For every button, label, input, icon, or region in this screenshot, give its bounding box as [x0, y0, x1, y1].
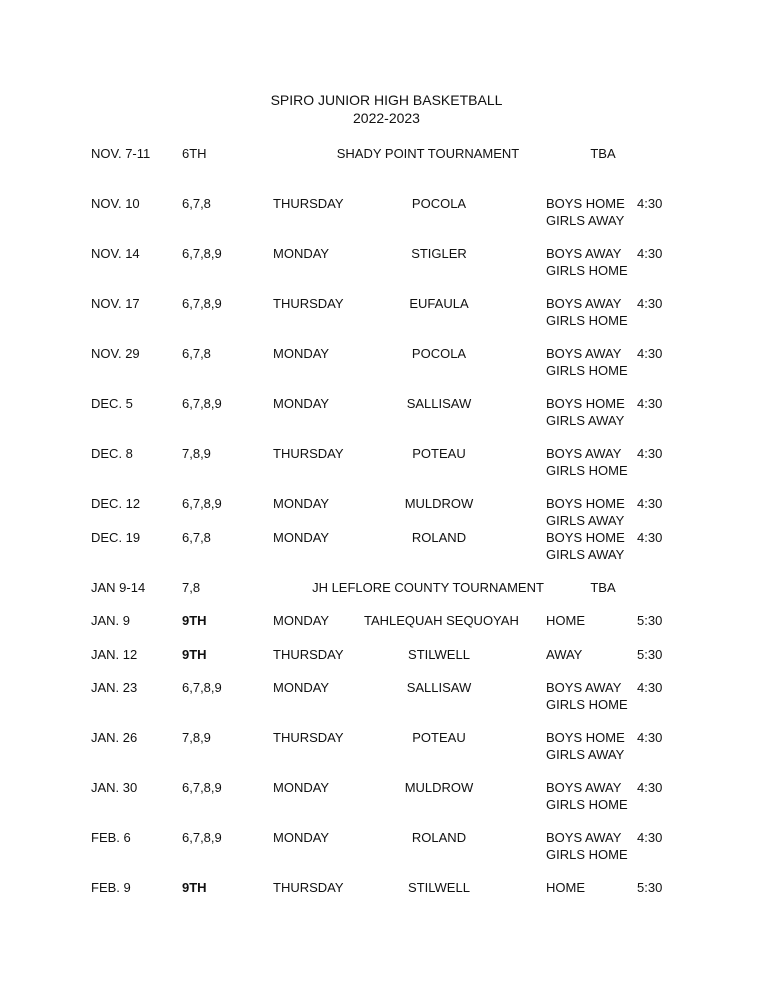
boys-location: BOYS AWAY: [546, 296, 622, 311]
day-cell: THURSDAY: [273, 196, 344, 211]
grade-cell: 6,7,8,9: [182, 246, 222, 261]
schedule-row: [0, 729, 773, 769]
location-cell: HOME: [546, 880, 585, 895]
grade-cell: 9TH: [182, 613, 207, 628]
day-cell: THURSDAY: [273, 647, 344, 662]
time-cell: 4:30: [637, 346, 663, 361]
schedule-row: [0, 195, 773, 235]
opponent-cell: MULDROW: [404, 496, 474, 511]
girls-location: GIRLS HOME: [546, 697, 628, 712]
date-cell: NOV. 14: [91, 246, 140, 261]
boys-location: BOYS AWAY: [546, 680, 622, 695]
schedule-row: [0, 445, 773, 485]
opponent-cell: EUFAULA: [409, 296, 469, 311]
time-cell: 5:30: [637, 880, 663, 895]
opponent-cell: POTEAU: [412, 730, 466, 745]
girls-location: GIRLS HOME: [546, 363, 628, 378]
time-cell: 4:30: [637, 830, 663, 845]
grade-cell: 6,7,8,9: [182, 396, 222, 411]
day-cell: MONDAY: [273, 530, 330, 545]
location-cell: [546, 345, 628, 379]
boys-location: BOYS AWAY: [546, 830, 622, 845]
grade-cell: 6,7,8: [182, 346, 211, 361]
grade-cell: 7,8,9: [182, 446, 211, 461]
grade-cell: 6,7,8,9: [182, 496, 222, 511]
date-cell: JAN 9-14: [91, 580, 146, 595]
schedule-row: [0, 395, 773, 435]
boys-location: BOYS HOME: [546, 196, 625, 211]
opponent-cell: TAHLEQUAH SEQUOYAH: [364, 613, 519, 628]
day-cell: THURSDAY: [273, 446, 344, 461]
grade-cell: 6,7,8,9: [182, 296, 222, 311]
grade-cell: 7,8: [182, 580, 201, 595]
girls-location: GIRLS AWAY: [546, 513, 625, 528]
day-cell: MONDAY: [273, 613, 330, 628]
girls-location: GIRLS AWAY: [546, 413, 625, 428]
page-title: SPIRO JUNIOR HIGH BASKETBALL: [270, 92, 503, 108]
location-cell: [546, 395, 625, 429]
date-cell: DEC. 19: [91, 530, 141, 545]
girls-location: GIRLS HOME: [546, 263, 628, 278]
opponent-cell: STILWELL: [408, 880, 470, 895]
boys-location: BOYS AWAY: [546, 780, 622, 795]
time-cell: 4:30: [637, 496, 663, 511]
location-cell: [546, 295, 628, 329]
day-cell: MONDAY: [273, 346, 330, 361]
date-cell: JAN. 9: [91, 613, 131, 628]
boys-location: BOYS HOME: [546, 530, 625, 545]
grade-cell: 6,7,8,9: [182, 680, 222, 695]
day-cell: MONDAY: [273, 680, 330, 695]
date-cell: DEC. 8: [91, 446, 133, 461]
location-cell: HOME: [546, 613, 585, 628]
season-label: 2022-2023: [353, 110, 420, 126]
date-cell: JAN. 26: [91, 730, 138, 745]
schedule-row: [0, 779, 773, 819]
location-cell: [546, 195, 625, 229]
opponent-cell: ROLAND: [411, 830, 467, 845]
time-cell: 5:30: [637, 613, 663, 628]
opponent-cell: SALLISAW: [406, 396, 472, 411]
location-cell: [546, 245, 628, 279]
event-cell: JH LEFLORE COUNTY TOURNAMENT: [312, 580, 544, 595]
date-cell: JAN. 23: [91, 680, 138, 695]
grade-cell: 6,7,8: [182, 196, 211, 211]
time-cell: 4:30: [637, 446, 663, 461]
day-cell: MONDAY: [273, 780, 330, 795]
grade-cell: 6,7,8: [182, 530, 211, 545]
location-cell: [546, 679, 628, 713]
date-cell: NOV. 29: [91, 346, 140, 361]
time-cell: 4:30: [637, 246, 663, 261]
opponent-cell: STILWELL: [408, 647, 470, 662]
time-cell: 4:30: [637, 680, 663, 695]
girls-location: GIRLS HOME: [546, 847, 628, 862]
schedule-row: [0, 879, 773, 919]
schedule-row: [0, 245, 773, 285]
time-cell: 4:30: [637, 396, 663, 411]
boys-location: BOYS AWAY: [546, 246, 622, 261]
location-cell: [546, 829, 628, 863]
grade-cell: 6,7,8,9: [182, 780, 222, 795]
opponent-cell: POCOLA: [411, 346, 467, 361]
opponent-cell: STIGLER: [411, 246, 467, 261]
time-cell: 5:30: [637, 647, 663, 662]
grade-cell: 6TH: [182, 146, 207, 161]
grade-cell: 7,8,9: [182, 730, 211, 745]
location-cell: [546, 529, 625, 563]
day-cell: THURSDAY: [273, 296, 344, 311]
day-cell: MONDAY: [273, 496, 330, 511]
girls-location: GIRLS AWAY: [546, 547, 625, 562]
girls-location: GIRLS HOME: [546, 313, 628, 328]
schedule-row: [0, 345, 773, 385]
location-cell: AWAY: [546, 647, 583, 662]
girls-location: GIRLS AWAY: [546, 747, 625, 762]
girls-location: GIRLS HOME: [546, 463, 628, 478]
date-cell: NOV. 10: [91, 196, 140, 211]
boys-location: BOYS AWAY: [546, 346, 622, 361]
opponent-cell: POCOLA: [411, 196, 467, 211]
opponent-cell: SALLISAW: [406, 680, 472, 695]
opponent-cell: POTEAU: [412, 446, 466, 461]
time-cell: 4:30: [637, 196, 663, 211]
opponent-cell: MULDROW: [404, 780, 474, 795]
location-cell: [546, 445, 628, 479]
boys-location: BOYS HOME: [546, 396, 625, 411]
schedule-row: [0, 295, 773, 335]
date-cell: FEB. 6: [91, 830, 131, 845]
girls-location: GIRLS AWAY: [546, 213, 625, 228]
boys-location: BOYS HOME: [546, 730, 625, 745]
time-cell: 4:30: [637, 730, 663, 745]
boys-location: BOYS HOME: [546, 496, 625, 511]
time-cell: TBA: [590, 146, 616, 161]
schedule-row: [0, 829, 773, 869]
day-cell: THURSDAY: [273, 730, 344, 745]
date-cell: JAN. 30: [91, 780, 138, 795]
time-cell: 4:30: [637, 296, 663, 311]
date-cell: JAN. 12: [91, 647, 138, 662]
schedule-row-tournament: [0, 145, 773, 185]
day-cell: THURSDAY: [273, 880, 344, 895]
time-cell: 4:30: [637, 780, 663, 795]
location-cell: [546, 495, 625, 529]
day-cell: MONDAY: [273, 246, 330, 261]
date-cell: DEC. 12: [91, 496, 141, 511]
time-cell: 4:30: [637, 530, 663, 545]
schedule-row: [0, 679, 773, 719]
grade-cell: 9TH: [182, 880, 207, 895]
day-cell: MONDAY: [273, 830, 330, 845]
event-cell: SHADY POINT TOURNAMENT: [336, 146, 520, 161]
grade-cell: 9TH: [182, 647, 207, 662]
boys-location: BOYS AWAY: [546, 446, 622, 461]
grade-cell: 6,7,8,9: [182, 830, 222, 845]
girls-location: GIRLS HOME: [546, 797, 628, 812]
location-cell: [546, 729, 625, 763]
day-cell: MONDAY: [273, 396, 330, 411]
date-cell: NOV. 7-11: [91, 146, 151, 161]
location-cell: [546, 779, 628, 813]
date-cell: DEC. 5: [91, 396, 133, 411]
time-cell: TBA: [590, 580, 616, 595]
date-cell: NOV. 17: [91, 296, 140, 311]
opponent-cell: ROLAND: [411, 530, 467, 545]
date-cell: FEB. 9: [91, 880, 131, 895]
schedule-row: [0, 529, 773, 569]
